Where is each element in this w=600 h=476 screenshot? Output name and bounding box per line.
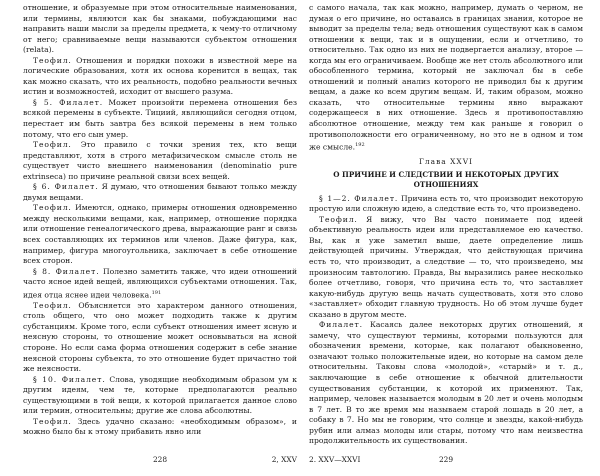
paragraph-text: Причина есть то, что производит некоторую простую или сложную идею, а следствие есть то, что произведено. [309,193,583,214]
chapter-label: Глава XXVI [418,157,474,167]
speaker-name: § 5. Филалет. [33,97,104,107]
paragraph [23,267,297,301]
paragraph-text: Объясняется это характером данного отношения, столь общего, что оно может подходить также к другим субстанциям. Кроме того, если субъект отношения имеет ясную и неясную стороны, то отношение может основываться на ясной стороне. Но если сама форма отношения содержит в себе знание неясной стороны субъекта, то это отношение будет причастно той же неясности. [23,300,297,374]
paragraph: отношение, и образуемые при этом относительные наименования, или термины, являются как бы знаками, побуждающими нас направить наши мысли за пределы предмета, к чему-то отличному от него; сравниваемые вещи называются субъектом отношения (relata). [23,3,297,55]
paragraph-text: Имеются, однако, примеры отношения одновременно между несколькими вещами, как, например, отношение порядка или отношение генеалогического древа, выражающие ранг и связь всех составляющих их терминов или членов. Даже фигура, как, например, фигура многоугольника, заключает в себе отношение всех сторон. [23,203,297,266]
paragraph-text: Это правило с точки зрения тех, кто вещи представляют, хотя в строго метафизическом смысле столь не существует чисто внешнего наименования (denominatio pure extrinseca) по причине реальной связи всех вещей. [23,140,297,181]
paragraph-text: Здесь удачно сказано: «необходимым образом», и можно было бы к этому прибавить явно или [23,416,297,437]
speaker-name: § 10. Филалет. [33,374,106,384]
paragraph-text: Полезно заметить также, что идеи отношений часто ясное идей вещей, являющихся субъектами отношения. Так, идея отца яснее идеи человека. [23,266,298,300]
speaker-name: Теофил. [33,203,72,213]
page-number: 229 [438,455,454,464]
paragraph [23,140,297,182]
speaker-name: Теофил. [33,140,72,150]
running-head: 2. XXV—XXVI [309,455,361,464]
footnote-mark: 191 [151,289,162,296]
paragraph-text: Может произойти перемена отношения без всякой перемены в субъекте. Тициий, являющийся сегодня отцом, перестает им быть завтра без всякой перемены в нем только потому, что его сын умер. [23,97,297,139]
speaker-name: § 6. Филалет. [33,182,99,192]
speaker-name: § 1—2. Филалет. [319,193,399,203]
paragraph [23,182,297,203]
speaker-name: Филалет. [319,320,363,330]
speaker-name: Теофил. [33,300,72,310]
paragraph-text: Отношения и порядки похожи в известной мере на логические образования, хотя их основа коренится в вещах, так как можно сказать, что их реальность, подобно реальности вечных истин и возможностей, исходит от высшего разума. [23,55,297,97]
paragraph-text: Я думаю, что отношения бывают только между двумя вещами. [23,182,298,202]
paragraph [309,3,583,153]
paragraph [23,301,297,375]
speaker-name: Теофил. [33,55,72,65]
paragraph [23,375,297,417]
speaker-name: Теофил. [33,416,72,426]
paragraph-text: Касаясь далее некоторых других отношений, я замечу, что существуют термины, которыми пользуются для обозначения времени, которые, как полагают обыкновенно, означают только положительные идеи, но которые на самом деле относительны. Таковы слова «молодой», «старый» и т. д., заключающие в себе отношение к обычной длительности существования субстанции, к которой их применяют. Так, например, человек называется молодым в 20 лет и очень молодым в 7 лет. В то же время мы называем старой лошадь в 20 лет, а собаку в 7. Но мы не говорим, что солнце и звезды, какой-нибудь рубин или алмаз молоды или стары, потому что нам неизвестна продолжительность их существования. [309,320,583,446]
paragraph [309,320,583,447]
paragraph [23,417,297,438]
page-number: 228 [152,455,168,464]
paragraph [23,203,297,266]
chapter-title: О ПРИЧИНЕ И СЛЕДСТВИИ И НЕКОТОРЫХ ДРУГИХ ОТНОШЕНИЯХ [333,169,559,189]
paragraph [23,56,297,98]
paragraph-text: Слова, уводящие необходимым образом ум к другим идеям, чем те, которые предполагаются реально существующими в той вещи, к которой прилагается данное слово или термин, относительны; другие же слова абсолютны. [23,374,297,416]
running-head: 2, XXV [271,455,297,464]
paragraph [23,98,297,140]
speaker-name: Теофил. [319,214,358,224]
paragraph [309,215,583,320]
paragraph [309,194,583,215]
paragraph-text: с самого начала, так как можно, например, думать о черном, не думая о его причине, но оставаясь в границах знания, которое не выводит за пределы тела; ведь отношения существуют как в самом отношении к вещи, так и в ощущении, если и отчетливо, то относительно. Так одно из них не подвергается анализу, второе — когда мы его ограничиваем. Вообще же нет столь абсолютного или обособленного термина, который не заключал бы в себе отношений и полный анализ которого не приводил бы к другим вещам, а даже ко всем другим вещам. И, таким образом, можно сказать, что относительные термины явно выражают содержащееся в них отношение. Здесь я противопоставляю абсолютное отношение, между тем как раньше я говорил о противоположности его ограниченному, но это не в одном и том же смысле. [309,3,583,152]
paragraph-text: Я вижу, что Вы часто понимаете под идеей объективную реальность идеи или представляемое ею качество. Вы, как я уже заметил выше, даете определение лишь действующей причины. Утверждая, что действующая причина есть то, что производит, а следствие — то, что произведено, мы произносим тавтологию. Правда, Вы выразились ранее несколько более отчетливо, говоря, что причина есть то, что заставляет какую-нибудь другую вещь начать существовать, хотя это слово «заставляет» обходит главную трудность. Но об этом лучше будет сказано в другом месте. [309,214,583,319]
left-page [23,3,297,438]
speaker-name: § 8. Филалет. [33,266,100,276]
footnote-mark: 192 [355,142,365,149]
right-page [309,3,583,447]
